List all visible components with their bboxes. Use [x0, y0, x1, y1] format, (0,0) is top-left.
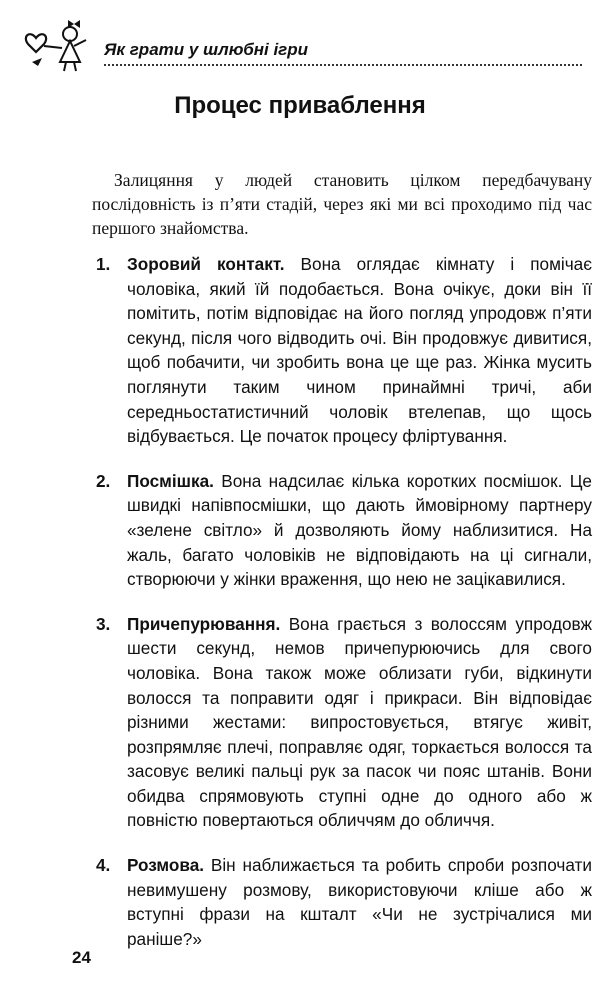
page-number: 24 [72, 948, 91, 967]
stage-number: 4. [96, 855, 111, 876]
stage-number: 1. [96, 254, 111, 274]
stage-text: Вона грається з волоссям упродовж шести секунд, немов причепурюючись для свого чоловіка. Вона також може облизати губи, відкинути волосся та поправити одяг і прикраси. Він відповідає різними жестами: випростовується, втягує живіт, розпрямляє плечі, поправляє одяг, торкається волосся та засовує великі пальці рук за пасок чи пояс штанів. Вони обидва спрямовують ступні одне до одного або ж повністю повертаються обличчям до обличчя. [127, 613, 592, 831]
stage-name: Зоровий контакт. [127, 254, 301, 274]
stage-item-4 [92, 853, 592, 951]
header-dotted-rule [104, 64, 582, 66]
running-head-title: Як грати у шлюбні ігри [104, 40, 309, 59]
stage-text: Вона надсилає кілька коротких посмішок. Це швидкі напівпосмішки, що дають ймовірному партнеру «зелене світло» й дозволяють йому наблизитися. На жаль, багато чоловіків не відповідають на ці сигнали, створюючи у жінки враження, що нею не зацікавилися. [127, 470, 592, 590]
girl-with-heart-icon [22, 18, 100, 74]
intro-paragraph: Залицяння у людей становить цілком передбачувану послідовність із п’яти стадій, через які ми всі проходимо під час першого знайомства. [92, 170, 592, 238]
stage-number: 2. [96, 470, 111, 491]
stages-list [92, 252, 592, 971]
stage-text: Він наближається та робить спроби розпочати невимушену розмову, використовуючи кліше або ж вступні фрази на кшталт «Чи не зустрічалися ми раніше?» [127, 855, 592, 949]
stage-item-3 [92, 612, 592, 833]
stage-name: Посмішка. [127, 470, 222, 491]
section-title: Процес приваблення [174, 92, 426, 119]
stage-number: 3. [96, 613, 111, 634]
stage-name: Причепурювання. [127, 613, 289, 634]
page-header [22, 18, 582, 74]
stage-item-1 [92, 252, 592, 449]
stage-name: Розмова. [127, 855, 211, 876]
stage-text: Вона оглядає кімнату і помічає чоловіка, який їй подобається. Вона очікує, доки він її помітить, потім відповідає на його погляд упродовж п’яти секунд, після чого відводить очі. Він продовжує дивитися, щоб побачити, чи зробить вона це ще раз. Жінка мусить поглянути таким чином принаймні тричі, аби середньостатистичний чоловік втелепав, що щось відбувається. Це початок процесу фліртування. [127, 254, 592, 447]
stage-item-2 [92, 469, 592, 592]
